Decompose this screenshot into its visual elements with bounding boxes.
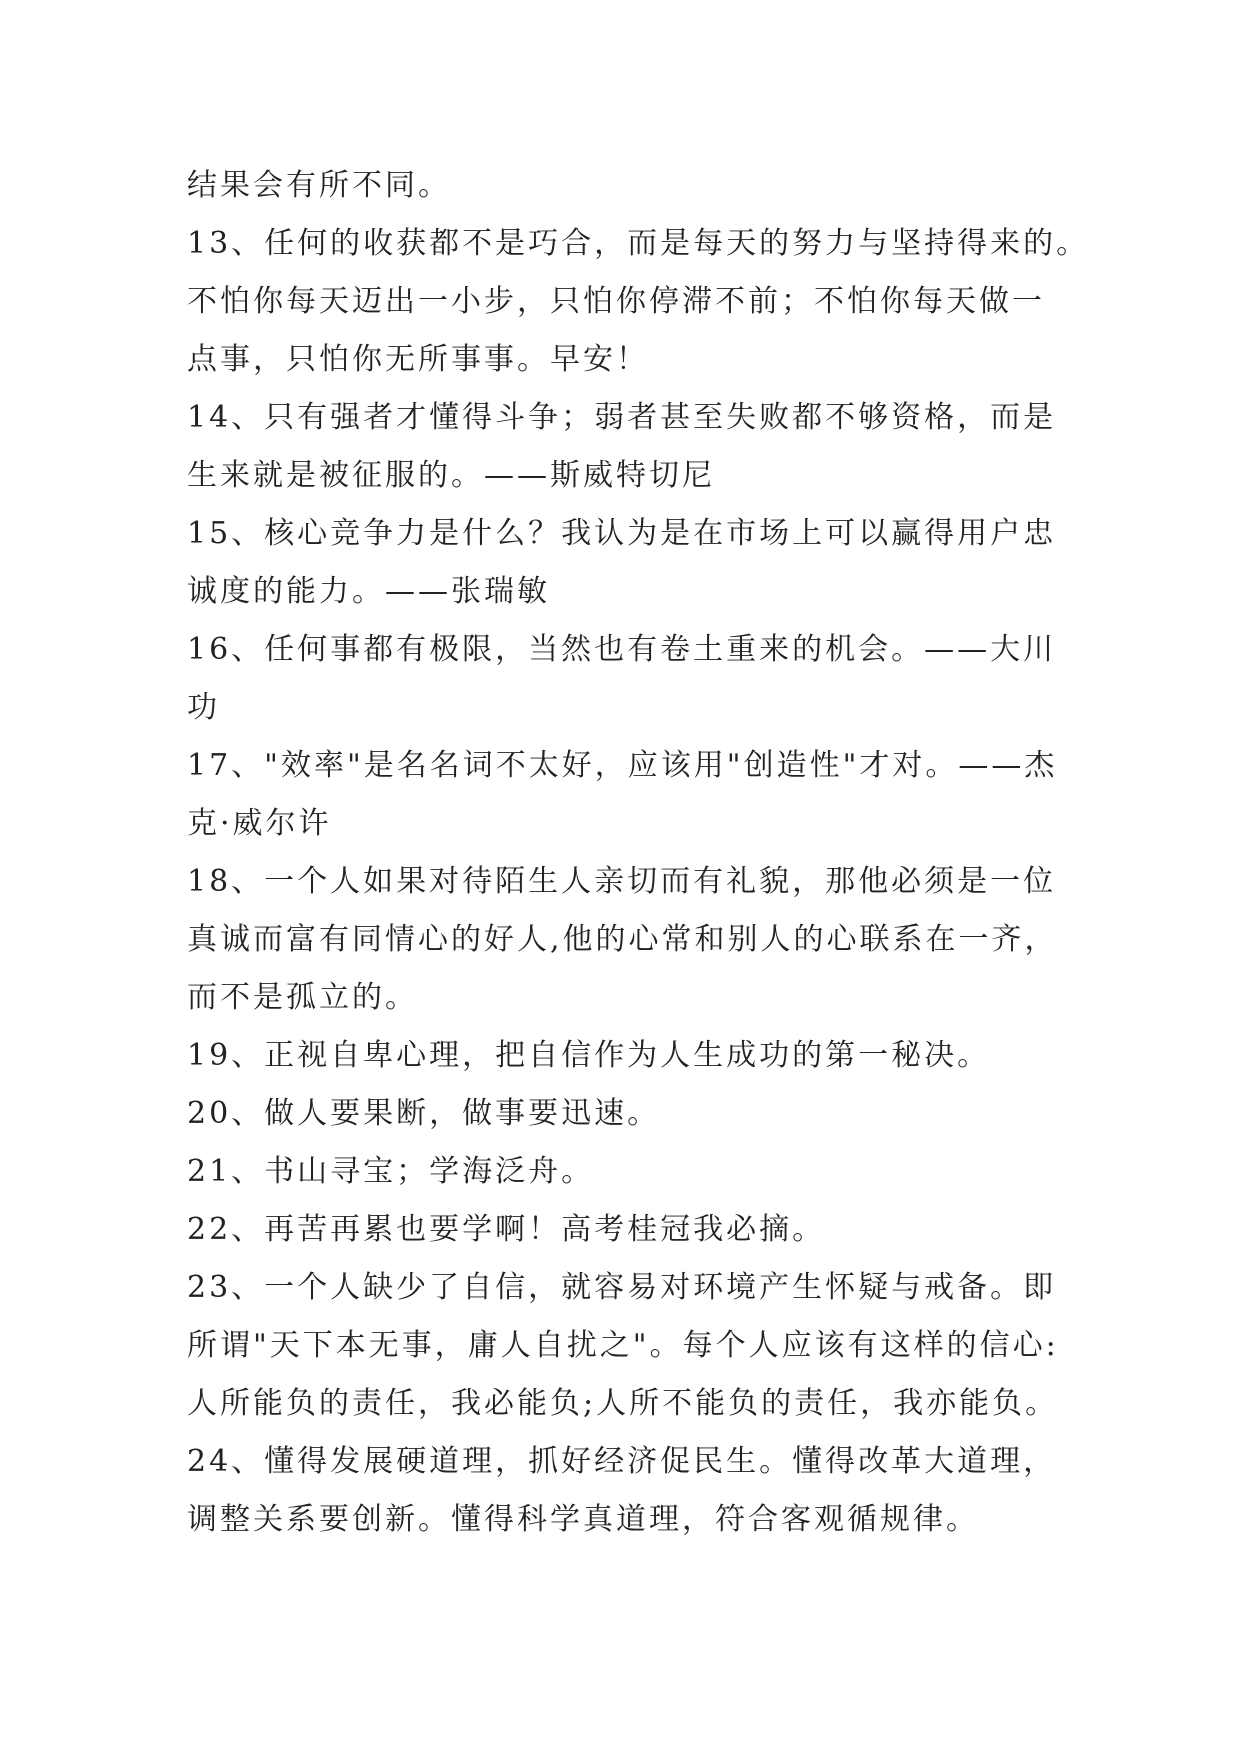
text-line: 20、做人要果断，做事要迅速。 — [187, 1096, 661, 1131]
text-line: 所谓"天下本无事，庸人自扰之"。每个人应该有这样的信心: — [187, 1328, 1059, 1363]
text-line: 不怕你每天迈出一小步，只怕你停滞不前；不怕你每天做一 — [187, 284, 1045, 319]
text-line: 15、核心竞争力是什么？我认为是在市场上可以赢得用户忠 — [187, 516, 1057, 551]
text-line: 23、一个人缺少了自信，就容易对环境产生怀疑与戒备。即 — [187, 1270, 1057, 1305]
text-line: 22、再苦再累也要学啊！高考桂冠我必摘。 — [187, 1212, 826, 1247]
body-text — [187, 157, 1090, 1549]
text-line: 14、只有强者才懂得斗争；弱者甚至失败都不够资格，而是 — [187, 400, 1057, 435]
text-line: 21、书山寻宝；学海泛舟。 — [187, 1154, 595, 1189]
text-line: 调整关系要创新。懂得科学真道理，符合客观循规律。 — [187, 1502, 979, 1537]
text-line: 19、正视自卑心理，把自信作为人生成功的第一秘决。 — [187, 1038, 991, 1073]
text-line: 而不是孤立的。 — [187, 980, 418, 1015]
text-line: 18、一个人如果对待陌生人亲切而有礼貌，那他必须是一位 — [187, 864, 1057, 899]
text-line: 16、任何事都有极限，当然也有卷土重来的机会。——大川 — [187, 632, 1057, 667]
text-line: 24、懂得发展硬道理，抓好经济促民生。懂得改革大道理， — [187, 1444, 1057, 1479]
text-line: 17、"效率"是名名词不太好，应该用"创造性"才对。——杰 — [187, 748, 1058, 783]
text-line: 克·威尔许 — [187, 806, 332, 841]
text-line: 诚度的能力。——张瑞敏 — [187, 574, 550, 609]
text-line: 13、任何的收获都不是巧合，而是每天的努力与坚持得来的。 — [187, 226, 1090, 261]
text-line: 人所能负的责任，我必能负;人所不能负的责任，我亦能负。 — [187, 1386, 1059, 1421]
text-line: 点事，只怕你无所事事。早安！ — [187, 342, 649, 377]
text-line: 功 — [187, 690, 220, 725]
text-line: 结果会有所不同。 — [187, 168, 451, 203]
text-line: 生来就是被征服的。——斯威特切尼 — [187, 458, 715, 493]
text-line: 真诚而富有同情心的好人,他的心常和别人的心联系在一齐， — [187, 922, 1058, 957]
